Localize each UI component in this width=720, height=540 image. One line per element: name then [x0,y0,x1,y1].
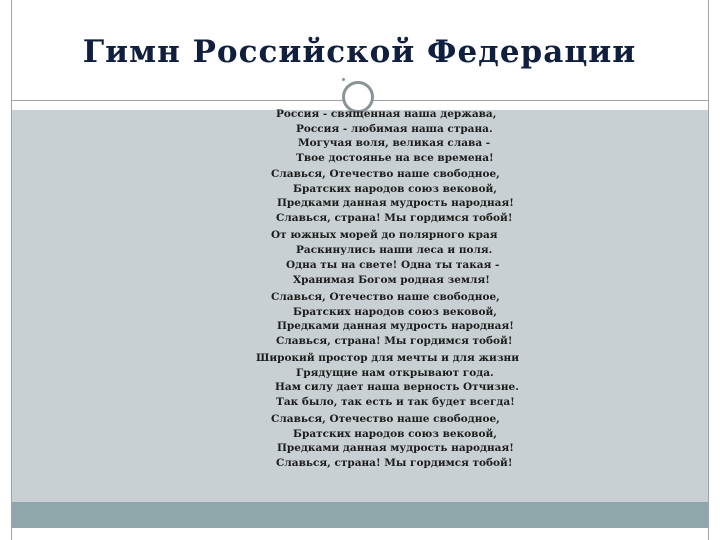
lyric-line: Нам силу дает наша верность Отчизне. [275,381,519,393]
lyric-line: Братских народов союз вековой, [293,306,497,318]
slide-title: Гимн Российской Федерации [82,34,637,70]
lyric-line: Славься, страна! Мы гордимся тобой! [276,457,513,469]
lyric-line: Славься, Отечество наше свободное, [271,413,500,425]
lyric-line: Россия - священная наша держава, [276,108,497,120]
lyric-line: Братских народов союз вековой, [293,183,497,195]
lyric-line: Предками данная мудрость народная! [277,320,514,332]
lyric-line: Широкий простор для мечты и для жизни [256,352,520,364]
lyric-line: Грядущие нам открывают года. [296,367,494,379]
lyric-line: Предками данная мудрость народная! [277,197,514,209]
lyric-line: Хранимая Богом родная земля! [293,274,490,286]
lyric-line: Славься, страна! Мы гордимся тобой! [276,335,513,347]
lyric-line: Братских народов союз вековой, [293,428,497,440]
lyric-line: Славься, Отечество наше свободное, [271,291,500,303]
lyric-line: Так было, так есть и так будет всегда! [276,396,515,408]
lyric-line: Раскинулись наши леса и поля. [296,244,493,256]
lyric-line: Могучая воля, великая слава - [298,137,491,149]
lyric-line: Предками данная мудрость народная! [277,442,514,454]
lyric-line: Твое достоянье на все времена! [296,152,494,164]
lyric-line: Славься, страна! Мы гордимся тобой! [276,212,513,224]
lyric-line: Россия - любимая наша страна. [296,123,493,135]
lyric-line: От южных морей до полярного края [271,229,498,241]
lyric-line: Славься, Отечество наше свободное, [271,168,500,180]
lyric-line: Одна ты на свете! Одна ты такая - [286,259,500,271]
